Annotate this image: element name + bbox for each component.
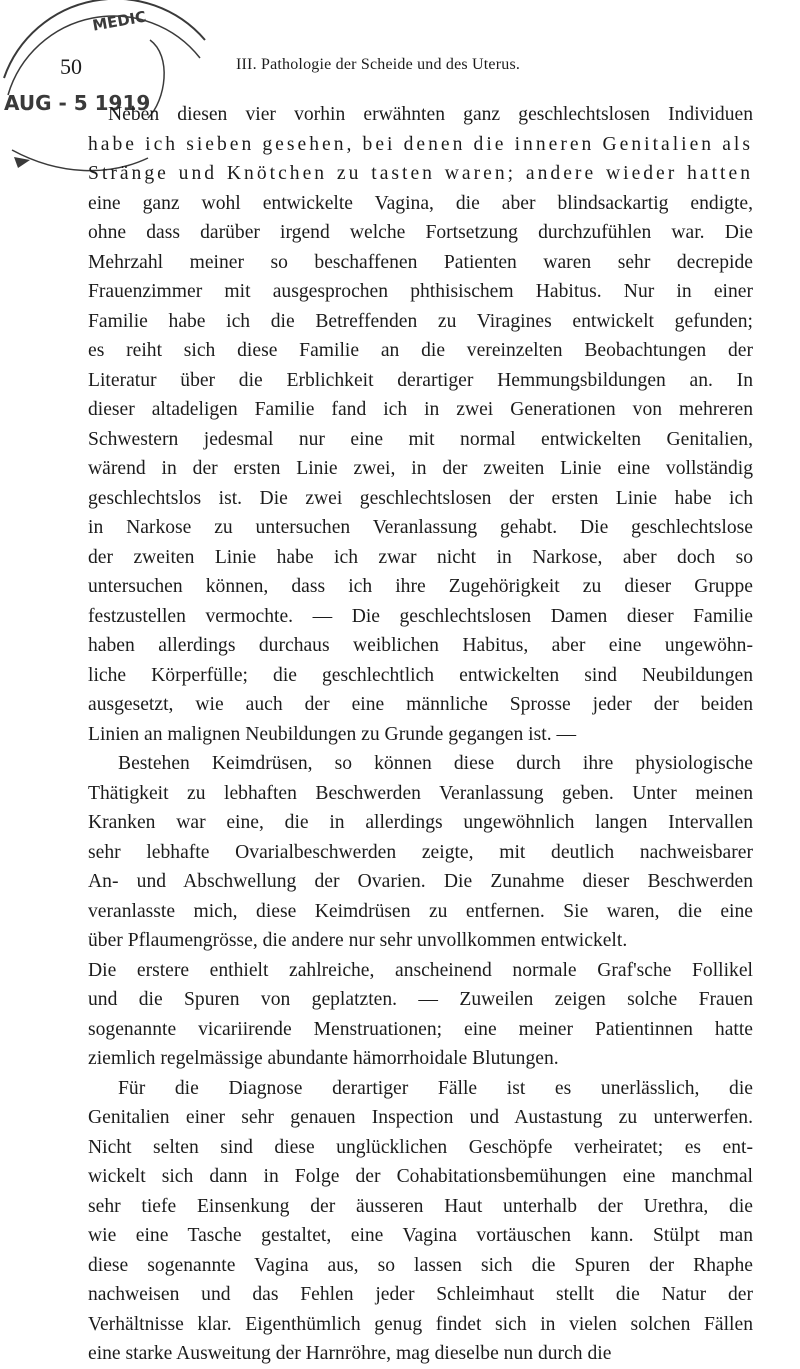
text-line: Literatur über die Erblichkeit derartiger Hemmungsbildungen an. In	[88, 369, 753, 391]
text-line: Stränge und Knötchen zu tasten waren; andere wieder hatten	[88, 163, 753, 184]
text-line: eine starke Ausweitung der Harnröhre, mag dieselbe nun durch die	[88, 1343, 612, 1364]
text-line: sogenannte vicariirende Menstruationen; eine meiner Patientinnen hatte	[88, 1018, 753, 1040]
text-line: veranlasste mich, diese Keimdrüsen zu entfernen. Sie waren, die eine	[88, 900, 753, 922]
paragraph-2	[56, 749, 753, 1074]
stamp-date: AUG - 5 1919	[4, 91, 151, 115]
paragraph-1	[56, 100, 753, 749]
text-line: und die Spuren von geplatzten. — Zuweilen zeigen solche Frauen	[88, 989, 753, 1010]
text-line: Neben diesen vier vorhin erwähnten ganz geschlechtslosen Individuen	[108, 104, 753, 125]
text-line: Verhältnisse klar. Eigenthümlich genug findet sich in vielen solchen Fällen	[88, 1313, 753, 1335]
text-line: Nicht selten sind diese unglücklichen Geschöpfe verheiratet; es ent-	[88, 1136, 753, 1158]
text-line: eine ganz wohl entwickelte Vagina, die aber blindsackartig endigte,	[88, 192, 753, 214]
text-line: Schwestern jedesmal nur eine mit normal entwickelten Genitalien,	[88, 428, 753, 450]
text-line: nachweisen und das Fehlen jeder Schleimhaut stellt die Natur der	[88, 1284, 753, 1305]
text-line: festzustellen vermochte. — Die geschlechtslosen Damen dieser Familie	[88, 605, 753, 627]
text-line: wickelt sich dann in Folge der Cohabitationsbemühungen eine manchmal	[88, 1166, 753, 1187]
text-line: Genitalien einer sehr genauen Inspection und Austastung zu unterwerfen.	[88, 1107, 753, 1128]
text-line: Die erstere enthielt zahlreiche, anscheinend normale Graf'sche Follikel	[88, 959, 753, 981]
paragraph-3	[56, 1074, 753, 1369]
page-number: 50	[60, 54, 82, 79]
text-line: haben allerdings durchaus weiblichen Habitus, aber eine ungewöhn-	[88, 635, 753, 656]
text-line: Bestehen Keimdrüsen, so können diese durch ihre physiologische	[118, 753, 753, 774]
text-line: Für die Diagnose derartiger Fälle ist es unerlässlich, die	[118, 1077, 753, 1099]
text-line: Kranken war eine, die in allerdings ungewöhnlich langen Intervallen	[88, 812, 753, 833]
text-line: wie eine Tasche gestaltet, eine Vagina vortäuschen kann. Stülpt man	[88, 1225, 753, 1246]
text-line: ohne dass darüber irgend welche Fortsetzung durchzufühlen war. Die	[88, 222, 753, 243]
page-header	[60, 54, 760, 78]
stamp-arc-text: MEDIC	[91, 7, 148, 35]
text-line: dieser altadeligen Familie fand ich in zwei Generationen von mehreren	[88, 399, 753, 420]
text-line: wärend in der ersten Linie zwei, in der zweiten Linie eine vollständig	[88, 458, 753, 479]
text-line: sehr lebhafte Ovarialbeschwerden zeigte, mit deutlich nachweisbarer	[88, 841, 753, 863]
body-text	[56, 100, 753, 1369]
text-line: Mehrzahl meiner so beschaffenen Patienten waren sehr decrepide	[88, 251, 753, 273]
text-line: liche Körperfülle; die geschlechtlich entwickelten sind Neubildungen	[88, 664, 753, 686]
text-line: sehr tiefe Einsenkung der äusseren Haut unterhalb der Urethra, die	[88, 1195, 753, 1217]
text-line: Linien an malignen Neubildungen zu Grunde gegangen ist. —	[88, 723, 577, 745]
text-line: untersuchen können, dass ich ihre Zugehörigkeit zu dieser Gruppe	[88, 576, 753, 597]
text-line: in Narkose zu untersuchen Veranlassung gehabt. Die geschlechtslose	[88, 517, 753, 538]
text-line: geschlechtslos ist. Die zwei geschlechtslosen der ersten Linie habe ich	[88, 487, 753, 509]
text-line: Familie habe ich die Betreffenden zu Viragines entwickelt gefunden;	[88, 310, 753, 332]
text-line: Thätigkeit zu lebhaften Beschwerden Veranlassung geben. Unter meinen	[88, 782, 753, 804]
text-line: An- und Abschwellung der Ovarien. Die Zunahme dieser Beschwerden	[88, 871, 753, 892]
running-title: III. Pathologie der Scheide und des Uterus.	[236, 56, 521, 73]
text-line: habe ich sieben gesehen, bei denen die inneren Genitalien als	[88, 133, 753, 155]
text-line: Frauenzimmer mit ausgesprochen phthisischem Habitus. Nur in einer	[88, 281, 753, 302]
text-line: ausgesetzt, wie auch der eine männliche Sprosse jeder der beiden	[88, 694, 753, 715]
text-line: über Pflaumengrösse, die andere nur sehr unvollkommen entwickelt.	[88, 930, 628, 951]
text-line: diese sogenannte Vagina aus, so lassen sich die Spuren der Rhaphe	[88, 1254, 753, 1276]
text-line: der zweiten Linie habe ich zwar nicht in Narkose, aber doch so	[88, 546, 753, 568]
text-line: es reiht sich diese Familie an die vereinzelten Beobachtungen der	[88, 340, 753, 361]
text-line: ziemlich regelmässige abundante hämorrhoidale Blutungen.	[88, 1048, 559, 1069]
